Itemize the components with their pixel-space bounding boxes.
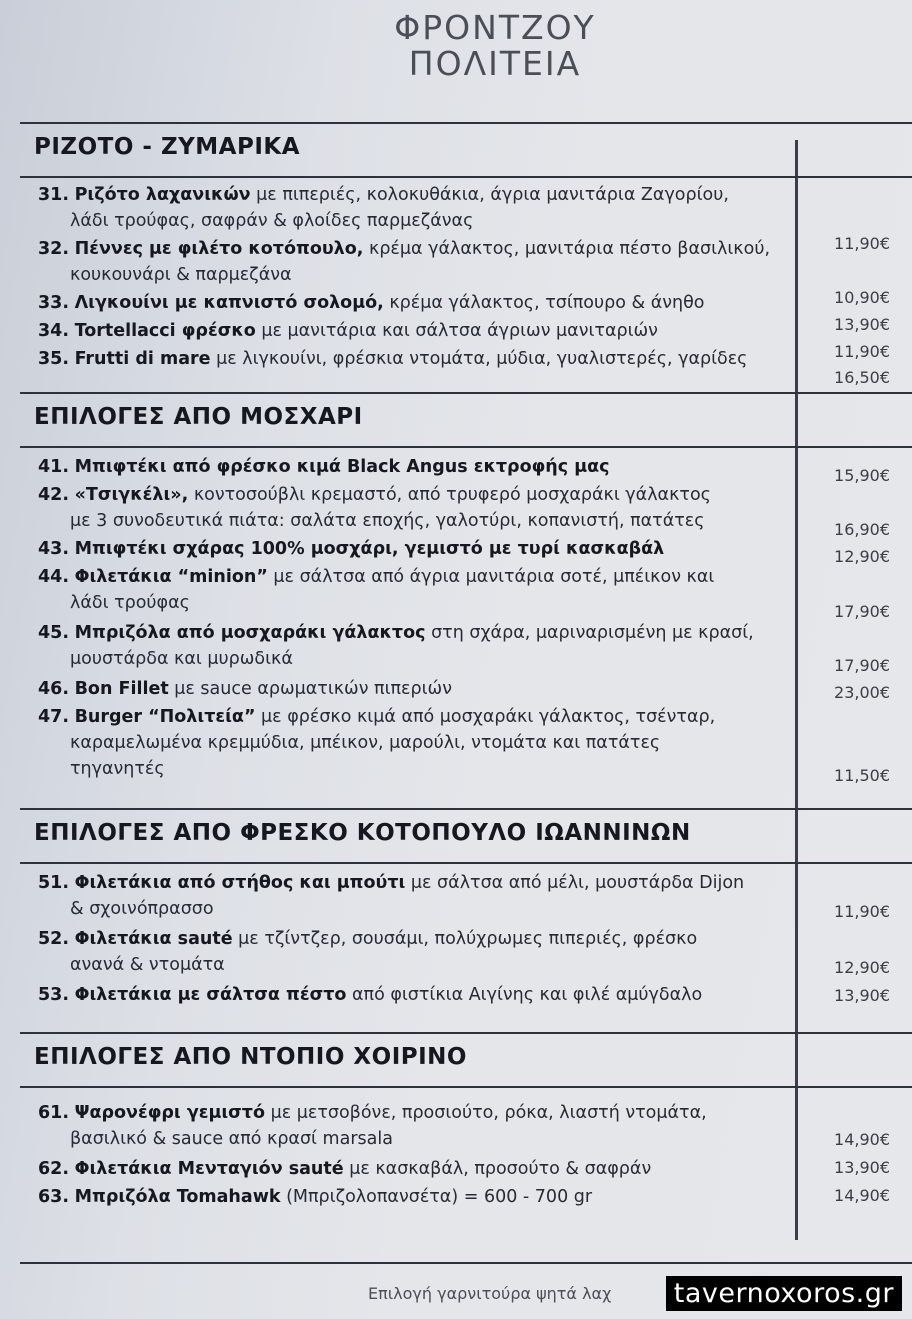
menu-item: 41. Μπιφτέκι από φρέσκο κιμά Black Angus εκτροφής μας: [38, 457, 610, 477]
item-name: Μπιφτέκι σχάρας 100% μοσχάρι, γεμιστό με τυρί κασκαβάλ: [74, 539, 665, 559]
item-desc: με μετσοβόνε, προσιούτο, ρόκα, λιαστή ντομάτα,: [270, 1103, 707, 1123]
item-desc: στη σχάρα, μαριναρισμένη με κρασί,: [431, 623, 754, 643]
menu-item: 52. Φιλετάκια sauté με τζίντζερ, σουσάμι, πολύχρωμες πιπεριές, φρέσκο ανανά & ντομάτα: [38, 929, 698, 975]
item-desc-cont: καραμελωμένα κρεμμύδια, μπέικον, μαρούλι, ντομάτα και πατάτες: [70, 733, 661, 753]
item-desc-cont: τηγανητές: [70, 759, 165, 779]
item-desc: (Μπριζολοπανσέτα) = 600 - 700 gr: [286, 1187, 593, 1207]
menu-item: 32. Πέννες με φιλέτο κοτόπουλο, κρέμα γάλακτος, μανιτάρια πέστο βασιλικού, κουκουνάρι & παρμεζάνα: [38, 239, 771, 285]
item-name: Burger “Πολιτεία”: [74, 707, 256, 727]
menu-item: 31. Ριζότο λαχανικών με πιπεριές, κολοκυθάκια, άγρια μανιτάρια Ζαγορίου, λάδι τρούφας, σαφράν & φλοίδες παρμεζάνας: [38, 185, 729, 231]
site-watermark: tavernoxoros.gr: [666, 1276, 902, 1311]
item-name: Frutti di mare: [74, 349, 211, 369]
item-name: Φιλετάκια “minion”: [74, 567, 268, 587]
item-desc: με πιπεριές, κολοκυθάκια, άγρια μανιτάρια Ζαγορίου,: [256, 185, 729, 205]
brand-line-1: ΦΡΟΝΤΖΟΥ: [394, 8, 596, 47]
section-header: [20, 392, 912, 448]
item-price: 15,90€: [834, 466, 890, 485]
item-name: Μπριζόλα Tomahawk: [74, 1187, 281, 1207]
item-name: Φιλετάκια sauté: [74, 929, 233, 949]
item-desc-cont: ανανά & ντομάτα: [70, 955, 225, 975]
item-desc: με λιγκουίνι, φρέσκια ντομάτα, μύδια, γυαλιστερές, γαρίδες: [216, 349, 748, 369]
item-desc: κρέμα γάλακτος, μανιτάρια πέστο βασιλικού,: [369, 239, 771, 259]
item-desc: με μανιτάρια και σάλτσα άγριων μανιταριών: [261, 321, 658, 341]
item-price: 13,90€: [834, 986, 890, 1005]
section-header: [20, 1032, 912, 1088]
item-price: 13,90€: [834, 1158, 890, 1177]
item-price: 11,50€: [834, 766, 890, 785]
section-title: ΡΙΖΟΤΟ - ΖΥΜΑΡΙΚΑ: [34, 134, 301, 160]
section-title: ΕΠΙΛΟΓΕΣ ΑΠΟ ΦΡΕΣΚΟ ΚΟΤΟΠΟΥΛΟ ΙΩΑΝΝΙΝΩΝ: [34, 820, 691, 846]
item-price: 14,90€: [834, 1130, 890, 1149]
item-price: 13,90€: [834, 315, 890, 334]
item-desc: με sauce αρωματικών πιπεριών: [174, 679, 452, 699]
menu-item: 63. Μπριζόλα Tomahawk (Μπριζολοπανσέτα) = 600 - 700 gr: [38, 1187, 593, 1207]
item-desc: με τζίντζερ, σουσάμι, πολύχρωμες πιπεριές, φρέσκο: [238, 929, 698, 949]
item-name: «Τσιγκέλι»,: [74, 485, 189, 505]
item-desc-cont: βασιλικό & sauce από κρασί marsala: [70, 1129, 393, 1149]
item-name: Ψαρονέφρι γεμιστό: [74, 1103, 266, 1123]
menu-item: 62. Φιλετάκια Μενταγιόν sauté με κασκαβάλ, προσούτο & σαφράν: [38, 1159, 652, 1179]
item-desc: από φιστίκια Αιγίνης και φιλέ αμύγδαλο: [352, 985, 703, 1005]
item-desc: με κασκαβάλ, προσούτο & σαφράν: [349, 1159, 652, 1179]
item-desc: με φρέσκο κιμά από μοσχαράκι γάλακτος, τσένταρ,: [261, 707, 716, 727]
item-name: Φιλετάκια με σάλτσα πέστο: [74, 985, 347, 1005]
item-desc: κρέμα γάλακτος, τσίπουρο & άνηθο: [389, 293, 705, 313]
item-price: 11,90€: [834, 234, 890, 253]
section-title: ΕΠΙΛΟΓΕΣ ΑΠΟ ΝΤΟΠΙΟ ΧΟΙΡΙΝΟ: [34, 1044, 467, 1070]
item-desc-cont: κουκουνάρι & παρμεζάνα: [70, 265, 292, 285]
menu-item: 61. Ψαρονέφρι γεμιστό με μετσοβόνε, προσιούτο, ρόκα, λιαστή ντομάτα, βασιλικό & sauce από κρασί marsala: [38, 1103, 707, 1149]
item-price: 14,90€: [834, 1186, 890, 1205]
item-name: Λιγκουίνι με καπνιστό σολομό,: [74, 293, 384, 313]
item-name: Μπριζόλα από μοσχαράκι γάλακτος: [74, 623, 426, 643]
menu-item: 34. Tortellacci φρέσκο με μανιτάρια και σάλτσα άγριων μανιταριών: [38, 321, 658, 341]
menu-item: 46. Bon Fillet με sauce αρωματικών πιπεριών: [38, 679, 452, 699]
section-title: ΕΠΙΛΟΓΕΣ ΑΠΟ ΜΟΣΧΑΡΙ: [34, 404, 363, 430]
menu-item: 53. Φιλετάκια με σάλτσα πέστο από φιστίκια Αιγίνης και φιλέ αμύγδαλο: [38, 985, 703, 1005]
menu-item: 47. Burger “Πολιτεία” με φρέσκο κιμά από μοσχαράκι γάλακτος, τσένταρ, καραμελωμένα κρεμμύδια, μπέικον, μαρούλι, ντομάτα και πατάτες τηγανητές: [38, 707, 716, 779]
menu-item: 43. Μπιφτέκι σχάρας 100% μοσχάρι, γεμιστό με τυρί κασκαβάλ: [38, 539, 665, 559]
footer-note: Επιλογή γαρνιτούρα ψητά λαχ: [368, 1284, 612, 1303]
item-desc: κοντοσούβλι κρεμαστό, από τρυφερό μοσχαράκι γάλακτος: [193, 485, 711, 505]
brand-line-2: ΠΟΛΙΤΕΙΑ: [408, 44, 582, 83]
menu-item: 35. Frutti di mare με λιγκουίνι, φρέσκια ντομάτα, μύδια, γυαλιστερές, γαρίδες: [38, 349, 748, 369]
section-header: [20, 122, 912, 178]
item-price: 17,90€: [834, 602, 890, 621]
item-desc: με σάλτσα από μέλι, μουστάρδα Dijon: [410, 873, 745, 893]
restaurant-logo: [360, 10, 630, 82]
footer-divider: [20, 1262, 912, 1264]
item-price: 12,90€: [834, 547, 890, 566]
item-name: Φιλετάκια από στήθος και μπούτι: [74, 873, 406, 893]
item-desc-cont: & σχοινόπρασσο: [70, 899, 214, 919]
item-price: 11,90€: [834, 902, 890, 921]
item-desc: με σάλτσα από άγρια μανιτάρια σοτέ, μπέικον και: [273, 567, 715, 587]
item-price: 11,90€: [834, 342, 890, 361]
item-price: 23,00€: [834, 683, 890, 702]
item-desc-cont: μουστάρδα και μυρωδικά: [70, 649, 293, 669]
item-price: 17,90€: [834, 656, 890, 675]
section-header: [20, 808, 912, 864]
item-name: Tortellacci φρέσκο: [74, 321, 256, 341]
menu-item: 44. Φιλετάκια “minion” με σάλτσα από άγρια μανιτάρια σοτέ, μπέικον και λάδι τρούφας: [38, 567, 715, 613]
menu-item: 45. Μπριζόλα από μοσχαράκι γάλακτος στη σχάρα, μαριναρισμένη με κρασί, μουστάρδα και μυρωδικά: [38, 623, 754, 669]
item-desc-cont: λάδι τρούφας, σαφράν & φλοίδες παρμεζάνας: [70, 211, 474, 231]
item-name: Μπιφτέκι από φρέσκο κιμά Black Angus εκτροφής μας: [74, 457, 610, 477]
item-name: Bon Fillet: [74, 679, 169, 699]
item-price: 16,90€: [834, 520, 890, 539]
item-desc-cont: με 3 συνοδευτικά πιάτα: σαλάτα εποχής, γαλοτύρι, κοπανιστή, πατάτες: [70, 511, 705, 531]
item-price: 12,90€: [834, 958, 890, 977]
item-price: 10,90€: [834, 288, 890, 307]
item-price: 16,50€: [834, 368, 890, 387]
item-name: Ριζότο λαχανικών: [74, 185, 251, 205]
item-name: Φιλετάκια Μενταγιόν sauté: [74, 1159, 344, 1179]
item-desc-cont: λάδι τρούφας: [70, 593, 190, 613]
menu-item: 33. Λιγκουίνι με καπνιστό σολομό, κρέμα γάλακτος, τσίπουρο & άνηθο: [38, 293, 705, 313]
item-name: Πέννες με φιλέτο κοτόπουλο,: [74, 239, 364, 259]
menu-item: 42. «Τσιγκέλι», κοντοσούβλι κρεμαστό, από τρυφερό μοσχαράκι γάλακτος με 3 συνοδευτικά πιάτα: σαλάτα εποχής, γαλοτύρι, κοπανιστή, πατάτες: [38, 485, 711, 531]
menu-item: 51. Φιλετάκια από στήθος και μπούτι με σάλτσα από μέλι, μουστάρδα Dijon & σχοινόπρασσο: [38, 873, 745, 919]
